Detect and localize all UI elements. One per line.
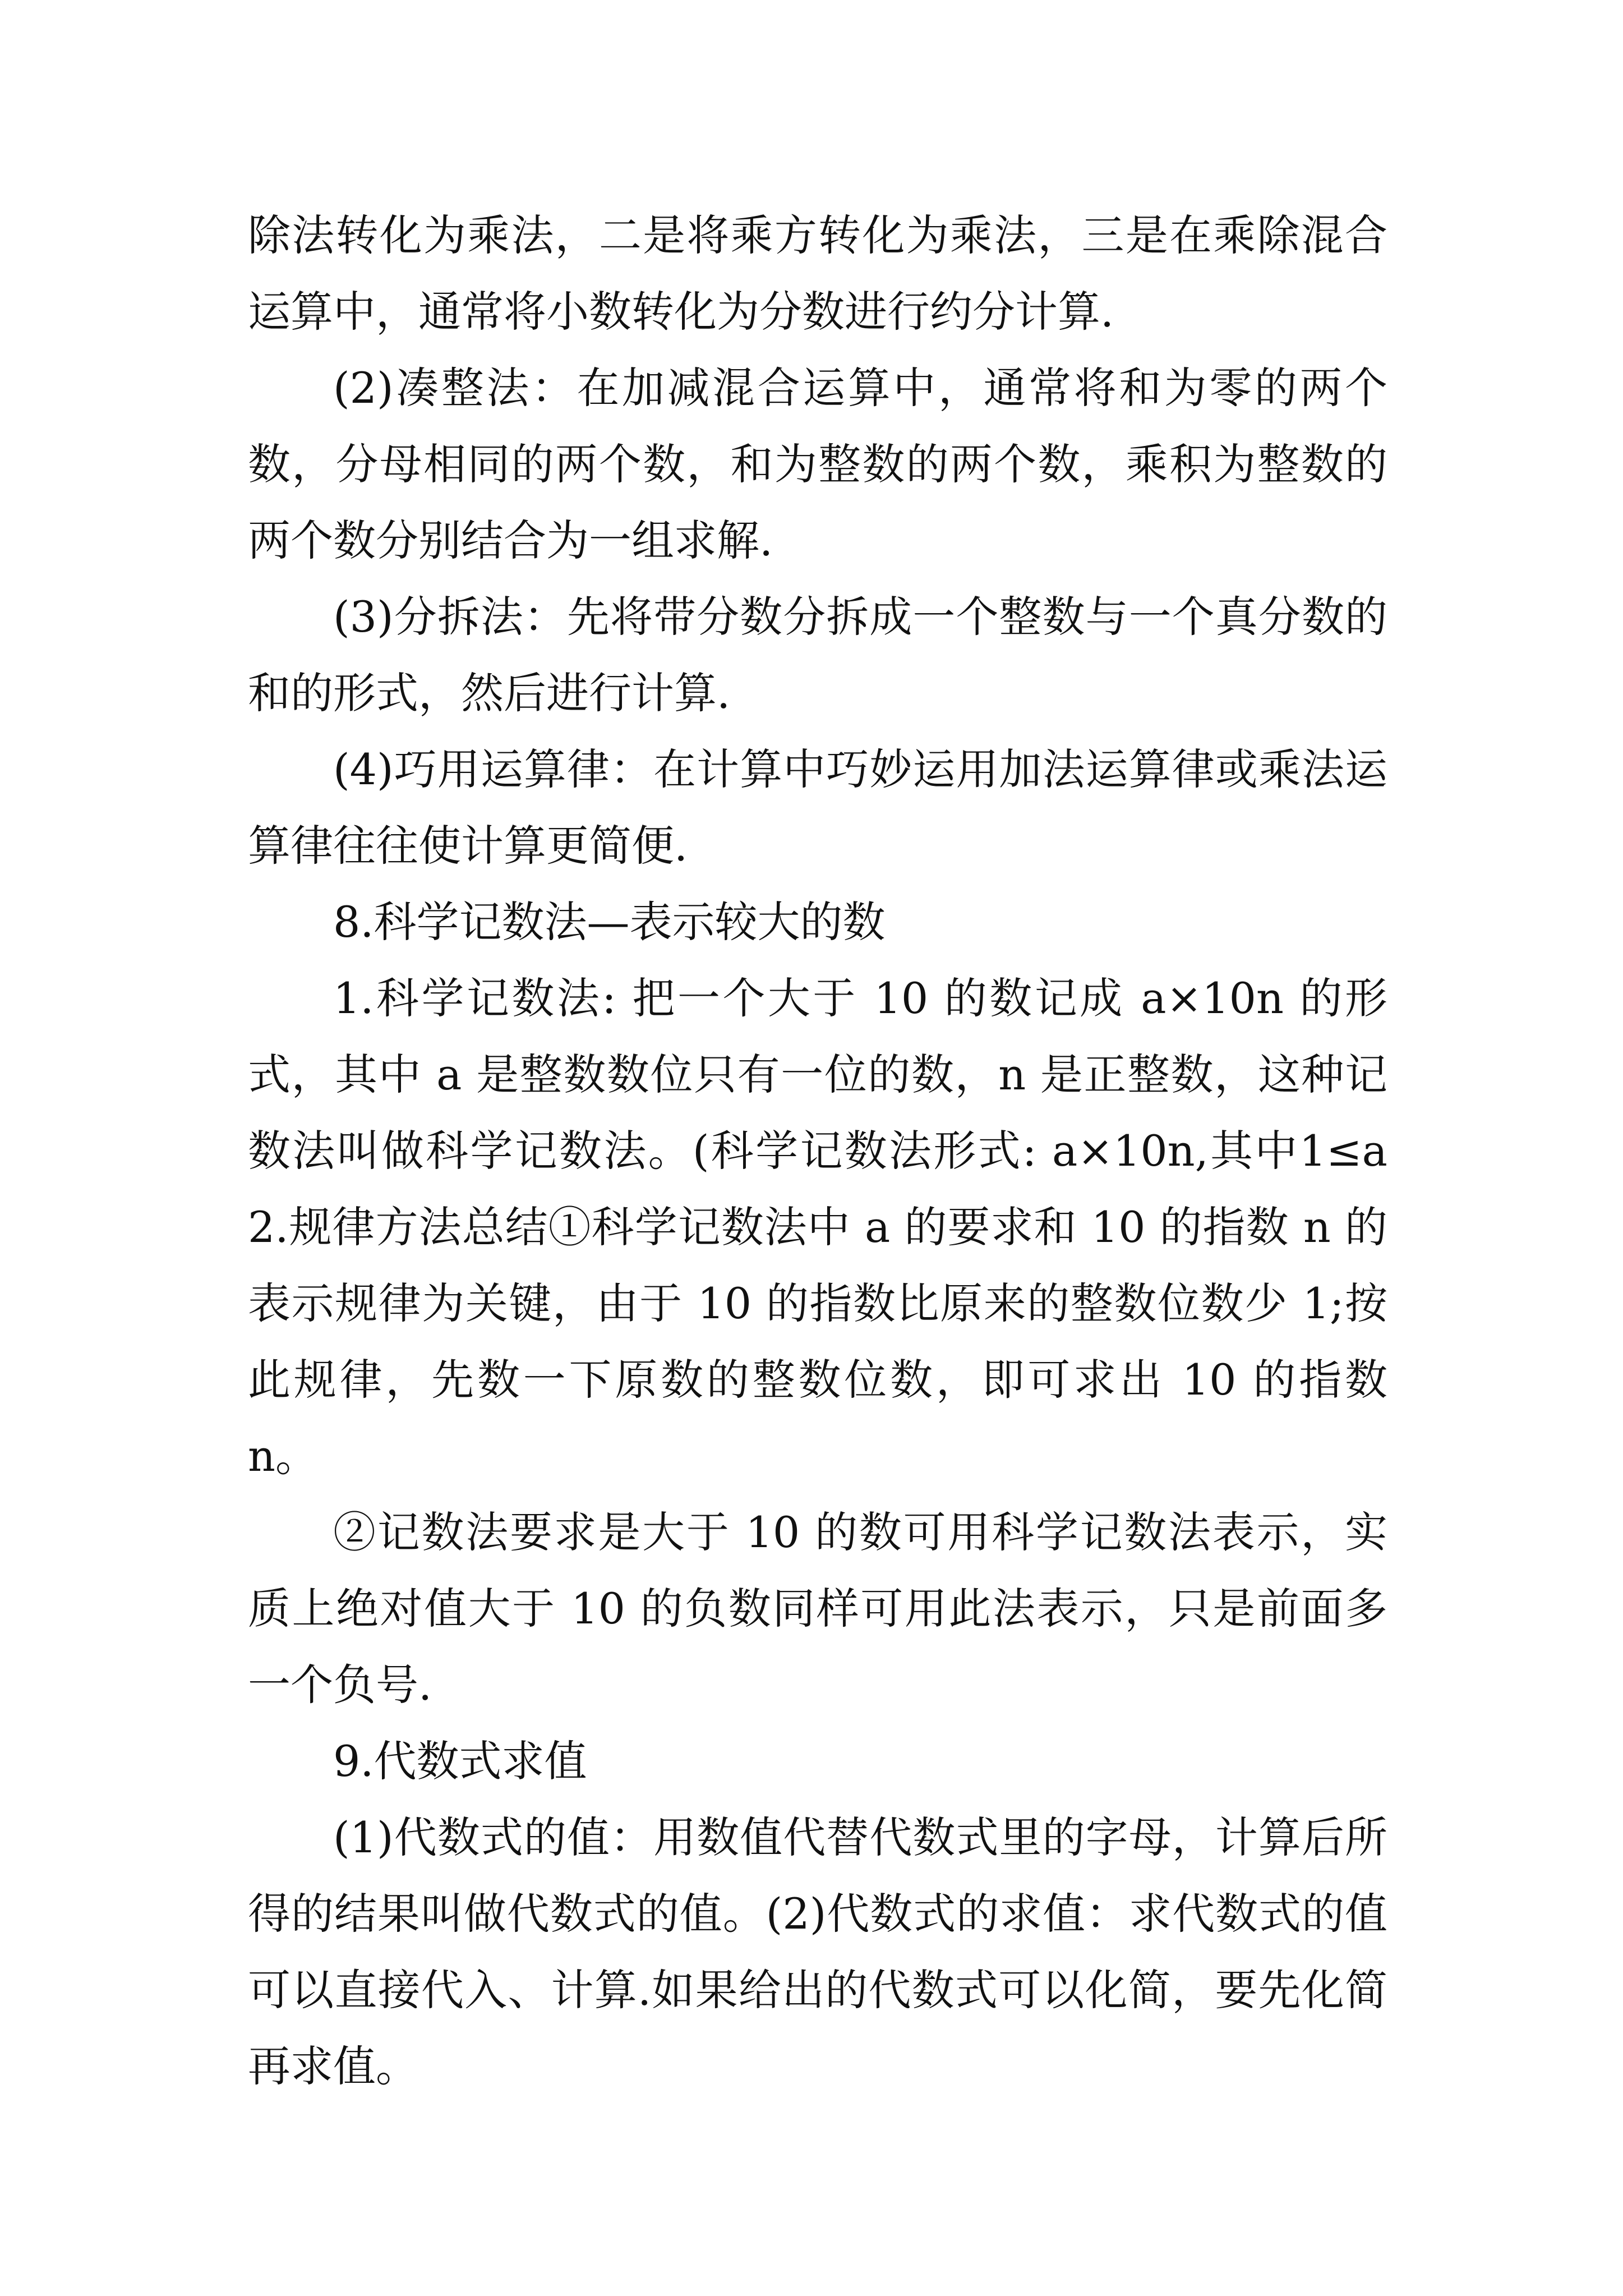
paragraph-scientific-notation-definition: 1.科学记数法: 把一个大于 10 的数记成 a×10n 的形式，其中 a 是整数数位只有一位的数，n 是正整数，这种记数法叫做科学记数法。(科学记数法形式: a×10n,其中1≤a 2.规律方法总结①科学记数法中 a 的要求和 10 的指数 n 的表示规律为关键，由于 10 的指数比原来的整数位数少 1;按此规律，先数一下原数的整数位数，即可求出 10 的指数 n。 (248, 973, 1473, 1481)
section-heading-scientific-notation: 8.科学记数法—表示较大的数 (333, 897, 886, 947)
paragraph-rounding-method: (2)凑整法：在加减混合运算中，通常将和为零的两个数，分母相同的两个数，和为整数的两个数，乘积为整数的两个数分别结合为一组求解. (248, 363, 1387, 565)
paragraph-operation-laws: (4)巧用运算律：在计算中巧妙运用加法运算律或乘法运算律往往使计算更简便. (248, 744, 1387, 871)
paragraph-continued-conversion: 除法转化为乘法，二是将乘方转化为乘法，三是在乘除混合运算中，通常将小数转化为分数进行约分计算. (248, 210, 1387, 337)
paragraph-negative-numbers-note: ②记数法要求是大于 10 的数可用科学记数法表示，实质上绝对值大于 10 的负数同样可用此法表示，只是前面多一个负号. (248, 1507, 1387, 1710)
paragraph-algebraic-expression-value: (1)代数式的值：用数值代替代数式里的字母，计算后所得的结果叫做代数式的值。(2)代数式的求值：求代数式的值可以直接代入、计算.如果给出的代数式可以化简，要先化简再求值。 (248, 1812, 1387, 2091)
section-heading-algebraic-evaluation: 9.代数式求值 (333, 1736, 587, 1786)
paragraph-splitting-method: (3)分拆法：先将带分数分拆成一个整数与一个真分数的和的形式，然后进行计算. (248, 592, 1387, 718)
document-body (248, 197, 1473, 2105)
